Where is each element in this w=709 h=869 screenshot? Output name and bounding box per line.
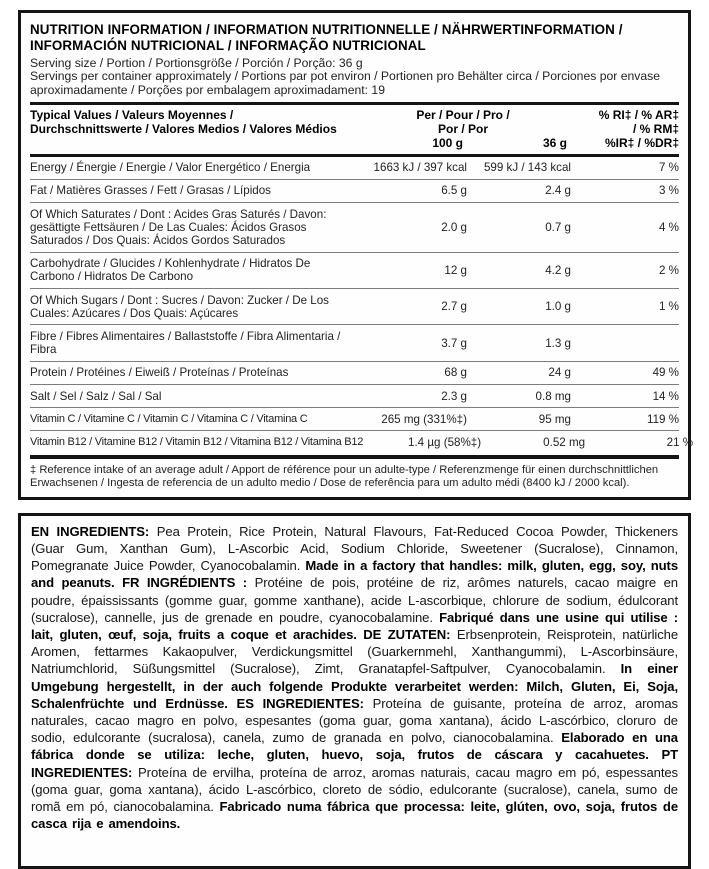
- nutrition-panel: [18, 10, 694, 500]
- ingredients-text: [31, 523, 678, 833]
- value-per-36g: 1.3 g: [545, 336, 571, 350]
- value-per-100g: 2.0 g: [441, 220, 467, 234]
- nutrition-table-row: [30, 431, 694, 453]
- value-per-100g: 6.5 g: [441, 184, 467, 198]
- value-reference-intake: 2 %: [659, 263, 679, 277]
- ingredients-segment: Proteína de guisante, proteína de arroz, aromas naturales, cacao magro en polvo, espesantes (goma guar, goma xantana), ácido L-ascórbico, cloruro de sodio, edulcorante (sucralosa), canela, zumo de granada en polvo, cianocobalamina.: [31, 695, 679, 746]
- value-reference-intake: 21 %: [666, 435, 694, 449]
- ingredients-segment: Proteína de ervilha, proteína de arroz, aromas naturais, cacau magro em pó, espessantes (goma guar, goma xantana), ácido L-ascórbico, cloreto de sódio, edulcorante (sucralose), canela, sumo de romã em pó, cianocobalamina.: [31, 764, 678, 815]
- nutrition-panel-title: NUTRITION INFORMATION / INFORMATION NUTRITIONNELLE / NÄHRWERTINFORMATION / INFORMACIÓN NUTRICIONAL / INFORMAÇÃO NUTRICIONAL: [30, 22, 623, 53]
- header-ri-line-1: % RI‡ / % AR‡: [598, 108, 679, 123]
- nutrient-label: Vitamin C / Vitamine C / Vitamin C / Vitamina C / Vitamina C: [30, 412, 308, 425]
- nutrition-table-row: [30, 157, 679, 180]
- value-per-36g: 0.52 mg: [543, 435, 586, 449]
- value-per-100g: 2.3 g: [441, 389, 467, 403]
- value-reference-intake: 3 %: [659, 184, 679, 198]
- header-col-36g: 36 g: [542, 135, 567, 150]
- nutrition-table-row: [30, 253, 679, 289]
- nutrient-label: Energy / Énergie / Energie / Valor Energético / Energia: [30, 161, 311, 175]
- header-per-line-2: Por / Por: [437, 122, 488, 137]
- value-per-36g: 1.0 g: [545, 300, 571, 314]
- header-reference-intake: [571, 109, 679, 150]
- nutrient-label: Of Which Sugars / Dont : Sucres / Davon: Zucker / De Los Cuales: Azúcares / Dos Quais: Açúcares: [30, 293, 329, 320]
- header-col-100g: 100 g: [432, 135, 463, 150]
- nutrient-label: Of Which Saturates / Dont : Acides Gras Saturés / Davon: gesättigte Fettsäuren / De Las Cuales: Ácidos Grasos Saturados / Dos Quais: Ácidos Gordos Saturados: [30, 207, 327, 247]
- ingredients-segment-bold: In einer Umgebung hergestellt, in der auch folgende Produkte verarbeitet werden: Milch, Gluten, Ei, Soja, Schalenfrüchte und Erdnüsse. ES INGREDIENTES:: [31, 661, 678, 711]
- nutrition-table-row: [30, 203, 679, 253]
- value-per-36g: 599 kJ / 143 kcal: [483, 161, 571, 175]
- value-reference-intake: 119 %: [646, 412, 679, 426]
- value-per-36g: 2.4 g: [545, 184, 571, 198]
- nutrient-label: Fat / Matières Grasses / Fett / Grasas / Lípidos: [30, 184, 271, 198]
- value-per-100g: 1.4 µg (58%‡): [408, 435, 482, 449]
- value-per-100g: 1663 kJ / 397 kcal: [373, 161, 467, 175]
- value-per-36g: 0.8 mg: [535, 389, 571, 403]
- nutrition-table-row: [30, 325, 679, 361]
- ingredients-segment-bold: Fabriqué dans une usine qui utilise : lait, gluten, œuf, soja, fruits a coque et arachides. DE ZUTATEN:: [31, 609, 678, 643]
- value-per-100g: 2.7 g: [441, 300, 467, 314]
- nutrient-label: Fibre / Fibres Alimentaires / Ballaststoffe / Fibra Alimentaria / Fibra: [30, 329, 341, 357]
- header-per-line-1: Per / Pour / Pro /: [416, 108, 510, 123]
- reference-intake-footnote: ‡ Reference intake of an average adult / Apport de référence pour un adulte-type / Referenzmenge für einen durchschnittlichen Erwachsenen / Ingesta de referencia de un adulto medio / Dose de referência para um adulto médi (8400 kJ / 2000 kcal).: [30, 463, 659, 490]
- nutrient-label: Carbohydrate / Glucides / Kohlenhydrate / Hidratos De Carbono / Hidratos De Carbono: [30, 257, 311, 284]
- serving-size-line: Serving size / Portion / Portionsgröße / Porción / Porção: 36 g: [30, 56, 363, 70]
- nutrition-table-row: [30, 289, 679, 325]
- header-ri-line-2: / % RM‡: [632, 122, 679, 137]
- value-per-100g: 68 g: [444, 366, 467, 380]
- value-reference-intake: 49 %: [652, 366, 679, 380]
- header-ri-line-3: %IR‡ / %DR‡: [604, 135, 679, 150]
- value-reference-intake: 14 %: [652, 389, 679, 403]
- nutrition-table-row: [30, 385, 679, 408]
- nutrition-rows: [30, 157, 694, 454]
- ingredients-segment: Protéine de pois, protéine de riz, arômes naturels, cacao maigre en poudre, épaississants (gomme guar, gomme xanthane), acide L-ascorbique, chlorure de sodium, édulcorant (sucralose), cannelle, jus de grenade en poudre, cyanocobalamine.: [31, 575, 678, 625]
- ingredients-segment: Pea Protein, Rice Protein, Natural Flavours, Fat-Reduced Cocoa Powder, Thickeners (Guar Gum, Xanthan Gum), L-Ascorbic Acid, Sodium Chloride, Sweetener (Sucralose), Cinnamon, Pomegranate Juice Powder, Cyanocobalamin.: [31, 523, 678, 574]
- nutrition-table-header: [30, 105, 679, 153]
- nutrition-table-row: [30, 362, 679, 385]
- nutrient-label: Salt / Sel / Salz / Sal / Sal: [30, 389, 162, 403]
- ingredients-segment-bold: Fabricado numa fábrica que processa: leite, glúten, ovo, soja, frutos de casca rija e amendoins.: [31, 799, 679, 832]
- nutrition-table-row: [30, 180, 679, 203]
- value-per-100g: 3.7 g: [441, 336, 467, 350]
- ingredients-segment: Erbsenprotein, Reisprotein, natürliche Aromen, fettarmes Kakaopulver, Verdickungsmittel (Guarkernmehl, Xanthangummi), L-Ascorbinsäure, Natriumchlorid, Süßungsmittel (Sucralose), Zimt, Granatapfel-Saftpulver, Cyanocobalamin.: [31, 627, 679, 677]
- servings-per-container-line: Servings per container approximately / Portions par pot environ / Portionen pro Behälter circa / Porciones por envase aproximadamente / Porções por embalagem aproximadament: 19: [30, 69, 661, 97]
- ingredients-panel: [18, 513, 691, 869]
- header-typical-values: Typical Values / Valeurs Moyennes / Durchschnittswerte / Valores Medios / Valores Médios: [30, 108, 337, 137]
- value-per-36g: 24 g: [548, 366, 571, 380]
- value-per-36g: 4.2 g: [545, 263, 571, 277]
- nutrient-label: Vitamin B12 / Vitamine B12 / Vitamin B12 / Vitamina B12 / Vitamina B12: [30, 435, 364, 448]
- value-per-100g: 265 mg (331%‡): [381, 412, 467, 426]
- ingredients-segment-bold: EN INGREDIENTS:: [31, 523, 157, 539]
- nutrition-table-row: [30, 408, 679, 431]
- value-per-36g: 0.7 g: [545, 220, 571, 234]
- ingredients-segment-bold: Elaborado en una fábrica donde se utiliza: leche, gluten, huevo, soja, frutos de cáscara y cacahuetes. PT INGREDIENTES:: [31, 730, 678, 780]
- header-per-columns: [355, 109, 571, 150]
- value-per-36g: 95 mg: [538, 412, 571, 426]
- value-reference-intake: 1 %: [659, 300, 679, 314]
- value-per-100g: 12 g: [444, 263, 467, 277]
- nutrient-label: Protein / Protéines / Eiweiß / Proteínas / Proteínas: [30, 366, 289, 380]
- value-reference-intake: 4 %: [659, 220, 679, 234]
- ingredients-segment-bold: Made in a factory that handles: milk, gluten, egg, soy, nuts and peanuts. FR INGRÉDIENTS :: [31, 558, 678, 591]
- value-reference-intake: 7 %: [659, 161, 679, 175]
